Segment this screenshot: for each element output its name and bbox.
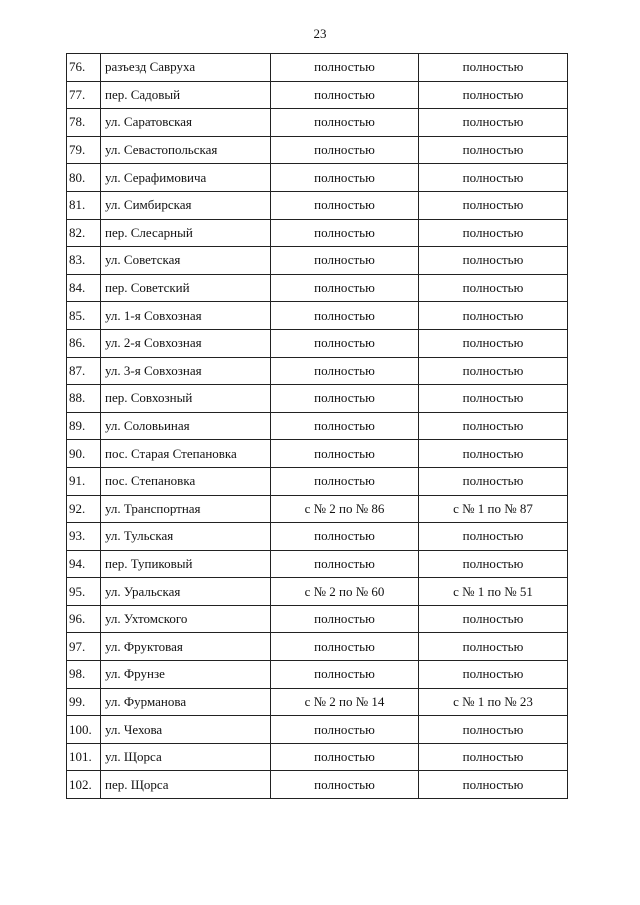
odd-side-cell: полностью xyxy=(419,81,568,109)
row-number-cell: 77. xyxy=(67,81,101,109)
odd-side-cell: полностью xyxy=(419,385,568,413)
row-number-cell: 101. xyxy=(67,743,101,771)
odd-side-cell: полностью xyxy=(419,440,568,468)
odd-side-cell: полностью xyxy=(419,771,568,799)
odd-side-cell: полностью xyxy=(419,661,568,689)
table-row xyxy=(67,329,568,357)
even-side-cell: полностью xyxy=(271,329,419,357)
table-row xyxy=(67,412,568,440)
row-number-cell: 95. xyxy=(67,578,101,606)
street-name-cell: пос. Старая Степановка xyxy=(101,440,271,468)
street-name-cell: пер. Тупиковый xyxy=(101,550,271,578)
row-number-cell: 93. xyxy=(67,523,101,551)
odd-side-cell: полностью xyxy=(419,329,568,357)
street-name-cell: ул. Тульская xyxy=(101,523,271,551)
even-side-cell: полностью xyxy=(271,523,419,551)
street-name-cell: ул. Симбирская xyxy=(101,191,271,219)
odd-side-cell: полностью xyxy=(419,247,568,275)
street-name-cell: разъезд Савруха xyxy=(101,54,271,82)
odd-side-cell: полностью xyxy=(419,523,568,551)
odd-side-cell: полностью xyxy=(419,633,568,661)
row-number-cell: 90. xyxy=(67,440,101,468)
even-side-cell: полностью xyxy=(271,81,419,109)
odd-side-cell: полностью xyxy=(419,605,568,633)
even-side-cell: полностью xyxy=(271,136,419,164)
street-name-cell: пос. Степановка xyxy=(101,467,271,495)
page-number: 23 xyxy=(313,26,327,41)
row-number-cell: 76. xyxy=(67,54,101,82)
table-row xyxy=(67,467,568,495)
even-side-cell: полностью xyxy=(271,633,419,661)
row-number-cell: 92. xyxy=(67,495,101,523)
table-row xyxy=(67,633,568,661)
row-number-cell: 88. xyxy=(67,385,101,413)
row-number-cell: 94. xyxy=(67,550,101,578)
odd-side-cell: полностью xyxy=(419,550,568,578)
odd-side-cell: полностью xyxy=(419,302,568,330)
even-side-cell: полностью xyxy=(271,412,419,440)
table-row xyxy=(67,81,568,109)
odd-side-cell: полностью xyxy=(419,412,568,440)
table-row xyxy=(67,550,568,578)
streets-table-body xyxy=(67,54,568,799)
street-name-cell: ул. Фрунзе xyxy=(101,661,271,689)
street-name-cell: ул. Серафимовича xyxy=(101,164,271,192)
even-side-cell: полностью xyxy=(271,550,419,578)
street-name-cell: пер. Щорса xyxy=(101,771,271,799)
street-name-cell: пер. Слесарный xyxy=(101,219,271,247)
row-number-cell: 81. xyxy=(67,191,101,219)
table-row xyxy=(67,716,568,744)
street-name-cell: ул. 3-я Совхозная xyxy=(101,357,271,385)
table-row xyxy=(67,743,568,771)
street-name-cell: ул. Фруктовая xyxy=(101,633,271,661)
table-row xyxy=(67,771,568,799)
even-side-cell: с № 2 по № 14 xyxy=(271,688,419,716)
row-number-cell: 96. xyxy=(67,605,101,633)
row-number-cell: 78. xyxy=(67,109,101,137)
table-row xyxy=(67,54,568,82)
row-number-cell: 80. xyxy=(67,164,101,192)
even-side-cell: полностью xyxy=(271,54,419,82)
street-name-cell: пер. Садовый xyxy=(101,81,271,109)
street-name-cell: ул. Саратовская xyxy=(101,109,271,137)
street-name-cell: ул. Уральская xyxy=(101,578,271,606)
even-side-cell: полностью xyxy=(271,771,419,799)
street-name-cell: ул. Щорса xyxy=(101,743,271,771)
table-row xyxy=(67,302,568,330)
even-side-cell: полностью xyxy=(271,302,419,330)
odd-side-cell: с № 1 по № 87 xyxy=(419,495,568,523)
odd-side-cell: полностью xyxy=(419,716,568,744)
row-number-cell: 97. xyxy=(67,633,101,661)
table-row xyxy=(67,688,568,716)
table-row xyxy=(67,440,568,468)
street-name-cell: ул. 1-я Совхозная xyxy=(101,302,271,330)
street-name-cell: ул. Советская xyxy=(101,247,271,275)
table-row xyxy=(67,495,568,523)
even-side-cell: полностью xyxy=(271,274,419,302)
row-number-cell: 84. xyxy=(67,274,101,302)
even-side-cell: полностью xyxy=(271,385,419,413)
odd-side-cell: с № 1 по № 51 xyxy=(419,578,568,606)
odd-side-cell: полностью xyxy=(419,274,568,302)
even-side-cell: полностью xyxy=(271,716,419,744)
even-side-cell: с № 2 по № 60 xyxy=(271,578,419,606)
odd-side-cell: полностью xyxy=(419,191,568,219)
even-side-cell: полностью xyxy=(271,247,419,275)
even-side-cell: полностью xyxy=(271,661,419,689)
row-number-cell: 82. xyxy=(67,219,101,247)
row-number-cell: 91. xyxy=(67,467,101,495)
table-row xyxy=(67,523,568,551)
table-row xyxy=(67,274,568,302)
even-side-cell: полностью xyxy=(271,440,419,468)
street-name-cell: ул. Фурманова xyxy=(101,688,271,716)
table-row xyxy=(67,164,568,192)
table-row xyxy=(67,247,568,275)
street-name-cell: ул. Транспортная xyxy=(101,495,271,523)
even-side-cell: полностью xyxy=(271,109,419,137)
table-row xyxy=(67,357,568,385)
table-row xyxy=(67,578,568,606)
table-row xyxy=(67,109,568,137)
street-name-cell: ул. Соловьиная xyxy=(101,412,271,440)
odd-side-cell: полностью xyxy=(419,164,568,192)
row-number-cell: 86. xyxy=(67,329,101,357)
row-number-cell: 98. xyxy=(67,661,101,689)
table-row xyxy=(67,191,568,219)
table-row xyxy=(67,136,568,164)
odd-side-cell: полностью xyxy=(419,743,568,771)
row-number-cell: 100. xyxy=(67,716,101,744)
street-name-cell: ул. 2-я Совхозная xyxy=(101,329,271,357)
row-number-cell: 99. xyxy=(67,688,101,716)
odd-side-cell: полностью xyxy=(419,109,568,137)
row-number-cell: 87. xyxy=(67,357,101,385)
even-side-cell: полностью xyxy=(271,164,419,192)
even-side-cell: полностью xyxy=(271,743,419,771)
odd-side-cell: полностью xyxy=(419,357,568,385)
odd-side-cell: полностью xyxy=(419,467,568,495)
odd-side-cell: полностью xyxy=(419,219,568,247)
street-name-cell: ул. Севастопольская xyxy=(101,136,271,164)
row-number-cell: 79. xyxy=(67,136,101,164)
even-side-cell: с № 2 по № 86 xyxy=(271,495,419,523)
even-side-cell: полностью xyxy=(271,605,419,633)
street-name-cell: пер. Совхозный xyxy=(101,385,271,413)
row-number-cell: 83. xyxy=(67,247,101,275)
even-side-cell: полностью xyxy=(271,467,419,495)
street-name-cell: ул. Ухтомского xyxy=(101,605,271,633)
row-number-cell: 85. xyxy=(67,302,101,330)
streets-table xyxy=(66,53,568,799)
table-row xyxy=(67,219,568,247)
even-side-cell: полностью xyxy=(271,191,419,219)
even-side-cell: полностью xyxy=(271,219,419,247)
row-number-cell: 89. xyxy=(67,412,101,440)
odd-side-cell: полностью xyxy=(419,54,568,82)
table-row xyxy=(67,385,568,413)
odd-side-cell: полностью xyxy=(419,136,568,164)
street-name-cell: пер. Советский xyxy=(101,274,271,302)
odd-side-cell: с № 1 по № 23 xyxy=(419,688,568,716)
even-side-cell: полностью xyxy=(271,357,419,385)
row-number-cell: 102. xyxy=(67,771,101,799)
street-name-cell: ул. Чехова xyxy=(101,716,271,744)
table-row xyxy=(67,605,568,633)
table-row xyxy=(67,661,568,689)
